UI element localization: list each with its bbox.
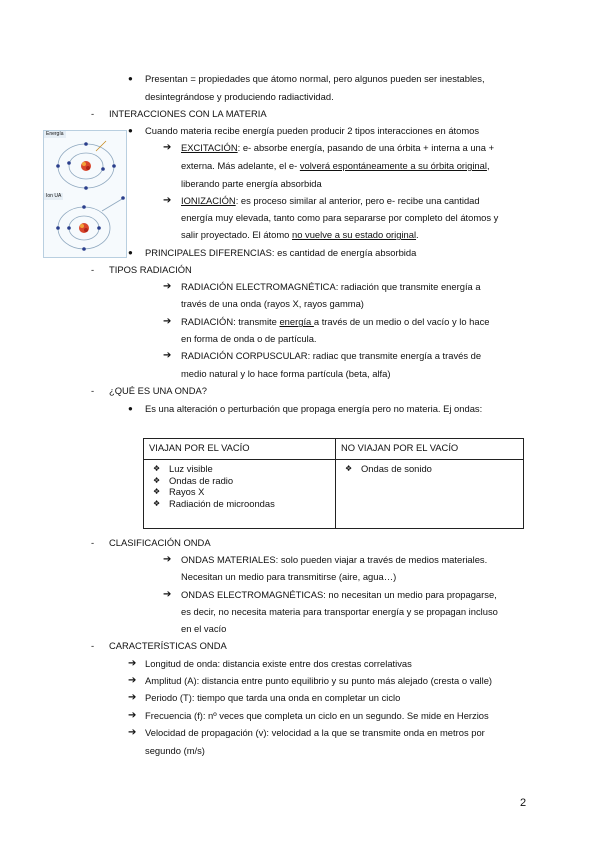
ionizacion-line3 — [181, 229, 419, 241]
cell-vacio — [144, 460, 336, 529]
tipo-radiacion-underlined: energía — [279, 316, 314, 327]
excitacion-text: : e- absorbe energía, pasando de una órbita + interna a una + — [237, 142, 495, 153]
figure-label-energy: Energía — [46, 131, 64, 137]
ionizacion-text: . — [416, 229, 419, 240]
list-item — [153, 463, 330, 475]
tipo-electromagnetica-line1: RADIACIÓN ELECTROMAGNÉTICA: radiación que transmite energía a — [181, 281, 481, 292]
excitacion-line2 — [181, 160, 490, 172]
clasificacion-electromagneticas-line1: ONDAS ELECTROMAGNÉTICAS: no necesitan un medio para propagarse, — [181, 589, 497, 600]
list-item-text: Radiación de microondas — [169, 497, 275, 509]
atom-diagram-figure — [43, 130, 127, 258]
diferencias-line — [145, 247, 416, 259]
diferencias-text: es cantidad de energía absorbida — [274, 247, 417, 258]
arrow-marker: ➔ — [128, 675, 137, 686]
dash-marker: - — [91, 640, 95, 651]
caracteristica-longitud: Longitud de onda: distancia existe entre dos crestas correlativas — [145, 658, 412, 669]
table-row — [144, 460, 524, 529]
diamond-icon: ❖ — [153, 464, 161, 473]
excitation-atom-diagram — [56, 141, 116, 190]
section-heading-onda: ¿QUÉ ES UNA ONDA? — [109, 385, 207, 396]
list-item-text: Ondas de sonido — [361, 463, 432, 474]
excitacion-line3: liberando parte energía absorbida — [181, 178, 322, 189]
intro-text: desintegrándose y produciendo radiactividad. — [145, 91, 334, 102]
ionizacion-line1 — [181, 195, 480, 207]
tipo-radiacion-text: a través de un medio o del vacío y lo hace — [313, 316, 490, 327]
excitacion-text: , — [486, 160, 490, 171]
tipo-radiacion-text: RADIACIÓN: transmite — [181, 316, 280, 327]
list-item-text: Rayos X — [169, 486, 205, 497]
tipo-electromagnetica-line2: través de una onda (rayos X, rayos gamma) — [181, 298, 364, 309]
bullet-marker: ● — [128, 74, 133, 83]
diamond-icon: ❖ — [153, 498, 161, 508]
clasificacion-materiales-line2: Necesitan un medio para transmitirse (aire, agua…) — [181, 571, 397, 582]
list-item-text: Ondas de radio — [169, 474, 234, 486]
arrow-marker: ➔ — [163, 589, 172, 600]
list-item-text: Luz visible — [169, 463, 213, 474]
ionization-atom-diagram — [56, 196, 125, 251]
ionizacion-line2: energía muy elevada, tanto como para separarse por completo del átomos y — [181, 212, 499, 223]
section-heading-caracteristicas: CARACTERÍSTICAS ONDA — [109, 640, 227, 651]
tipo-corpuscular-line1: RADIACIÓN CORPUSCULAR: radiac que transmite energía a través de — [181, 350, 482, 361]
bullet-marker: ● — [128, 248, 133, 257]
tipo-corpuscular-line2: medio natural y lo hace forma partícula (beta, alfa) — [181, 368, 391, 379]
arrow-marker: ➔ — [163, 142, 172, 153]
arrow-marker: ➔ — [128, 692, 137, 703]
ionizacion-underlined: no vuelve a su estado original — [292, 229, 417, 240]
section-heading-clasificacion: CLASIFICACIÓN ONDA — [109, 537, 211, 548]
list-item — [153, 474, 330, 487]
dash-marker: - — [91, 385, 95, 396]
interacciones-bullet: Cuando materia recibe energía pueden producir 2 tipos interacciones en átomos — [145, 125, 480, 136]
table-header-row — [144, 439, 524, 460]
intro-text: Presentan = propiedades que átomo normal, pero algunos pueden ser inestables, — [145, 73, 485, 84]
list-item — [153, 497, 330, 510]
arrow-marker: ➔ — [128, 658, 137, 669]
waves-table — [143, 438, 524, 529]
dash-marker: - — [91, 264, 95, 275]
arrow-marker: ➔ — [163, 281, 172, 292]
diamond-icon: ❖ — [153, 487, 161, 496]
figure-label-ion: Ion UA — [46, 193, 62, 199]
excitacion-line1 — [181, 142, 494, 154]
caracteristica-velocidad-line1: Velocidad de propagación (v): velocidad a la que se transmite onda en metros por — [145, 727, 485, 738]
dash-marker: - — [91, 108, 95, 119]
arrow-marker: ➔ — [163, 195, 172, 206]
col-header-vacio: VIAJAN POR EL VACÍO — [144, 439, 336, 460]
diamond-icon: ❖ — [153, 475, 161, 485]
section-heading-interacciones: INTERACCIONES CON LA MATERIA — [109, 108, 267, 119]
caracteristica-velocidad-line2: segundo (m/s) — [145, 745, 205, 756]
section-heading-tipos: TIPOS RADIACIÓN — [109, 264, 192, 275]
caracteristica-periodo: Periodo (T): tiempo que tarda una onda en completar un ciclo — [145, 692, 401, 703]
clasificacion-electromagneticas-line3: en el vacío — [181, 623, 227, 634]
onda-bullet: Es una alteración o perturbación que propaga energía pero no materia. Ej ondas: — [145, 403, 483, 414]
bullet-marker: ● — [128, 126, 133, 135]
dash-marker: - — [91, 537, 95, 548]
ionizacion-text: : es proceso similar al anterior, pero e- recibe una cantidad — [235, 195, 480, 206]
clasificacion-electromagneticas-line2: es decir, no necesita materia para transportar energía y se propagan incluso — [181, 606, 498, 617]
arrow-marker: ➔ — [163, 350, 172, 361]
excitacion-underlined: volverá espontáneamente a su órbita original — [299, 160, 487, 171]
arrow-marker: ➔ — [128, 710, 137, 721]
page-number: 2 — [520, 797, 527, 809]
ionizacion-term: IONIZACIÓN — [181, 195, 236, 206]
cell-no-vacio — [336, 460, 524, 529]
tipo-radiacion-line2: en forma de onda o de partícula. — [181, 333, 317, 344]
tipo-radiacion-line1 — [181, 316, 490, 328]
diferencias-label: PRINCIPALES DIFERENCIAS: — [145, 247, 275, 258]
caracteristica-frecuencia: Frecuencia (f): nº veces que completa un ciclo en un segundo. Se mide en Herzios — [145, 710, 489, 721]
list-item — [153, 486, 330, 498]
excitacion-term: EXCITACIÓN — [181, 142, 238, 153]
bullet-marker: ● — [128, 404, 133, 413]
list-item — [345, 463, 518, 475]
list-vacio — [149, 463, 330, 509]
caracteristica-amplitud: Amplitud (A): distancia entre punto equilibrio y su punto más alejado (cresta o valle) — [145, 675, 493, 686]
diamond-icon: ❖ — [345, 464, 353, 473]
clasificacion-materiales-line1: ONDAS MATERIALES: solo pueden viajar a través de medios materiales. — [181, 554, 488, 565]
arrow-marker: ➔ — [128, 727, 137, 738]
arrow-marker: ➔ — [163, 316, 172, 327]
list-no-vacio — [341, 463, 518, 475]
arrow-marker: ➔ — [163, 554, 172, 565]
excitacion-text: externa. Más adelante, el e- — [181, 160, 300, 171]
ionizacion-text: salir proyectado. El átomo — [181, 229, 292, 240]
col-header-no-vacio: NO VIAJAN POR EL VACÍO — [336, 439, 524, 460]
